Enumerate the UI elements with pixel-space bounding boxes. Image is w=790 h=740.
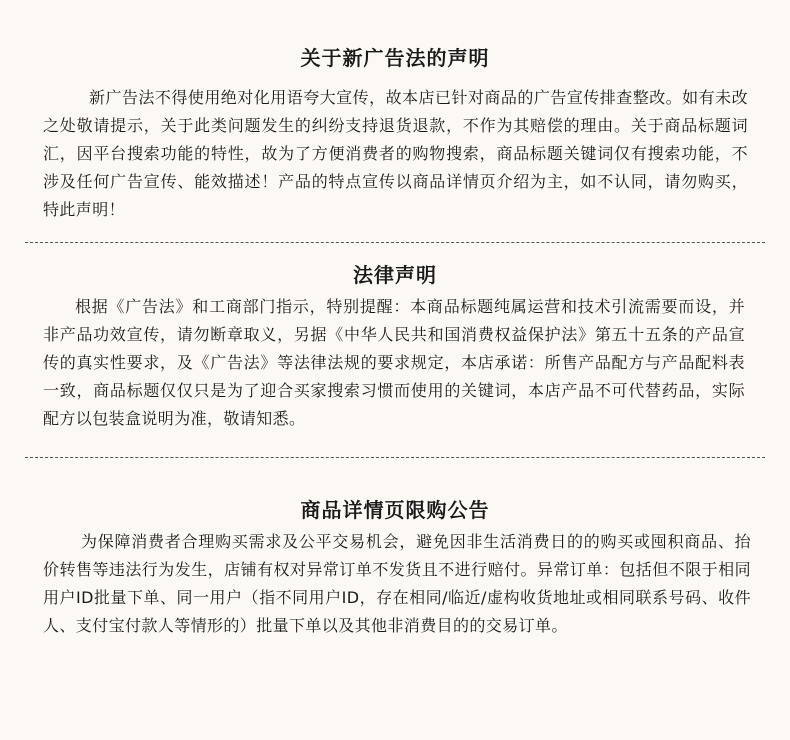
purchase-limit-notice-section [0,496,790,640]
legal-statement-title: 法律声明 [353,263,437,287]
ad-law-statement-title: 关于新广告法的声明 [300,46,490,70]
legal-statement-body: 根据《广告法》和工商部门指示，特别提醒：本商品标题纯属运营和技术引流需要而设，并非产品功效宣传，请勿断章取义，另据《中华人民共和国消费权益保护法》第五十五条的产品宣传的真实性要求，及《广告法》等法律法规的要求规定，本店承诺：所售产品配方与产品配料表一致，商品标题仅仅只是为了迎合买家搜索习惯而使用的关键词，本店产品不可代替药品，实际配方以包装盒说明为准，敬请知悉。 [43,297,745,428]
section-divider [25,242,765,243]
ad-law-statement-section [0,44,790,224]
section-divider [25,457,765,458]
purchase-limit-notice-body: 为保障消费者合理购买需求及公平交易机会，避免因非生活消费日的的购买或囤积商品、抬价转售等违法行为发生，店铺有权对异常订单不发货且不进行赔付。异常订单：包括但不限于相同用户ID批量下单、同一用户（指不同用户ID，存在相同/临近/虚构收货地址或相同联系号码、收件人、支付宝付款人等情形的）批量下单以及其他非消费目的的交易订单。 [43,532,751,635]
legal-statement-section [0,261,790,433]
purchase-limit-notice-title: 商品详情页限购公告 [300,498,490,522]
ad-law-statement-body: 新广告法不得使用绝对化用语夸大宣传，故本店已针对商品的广告宣传排查整改。如有未改之处敬请提示，关于此类问题发生的纠纷支持退货退款，不作为其赔偿的理由。关于商品标题词汇，因平台搜索功能的特性，故为了方便消费者的购物搜索，商品标题关键词仅有搜索功能，不涉及任何广告宣传、能效描述！产品的特点宣传以商品详情页介绍为主，如不认同，请勿购买，特此声明！ [43,88,748,219]
